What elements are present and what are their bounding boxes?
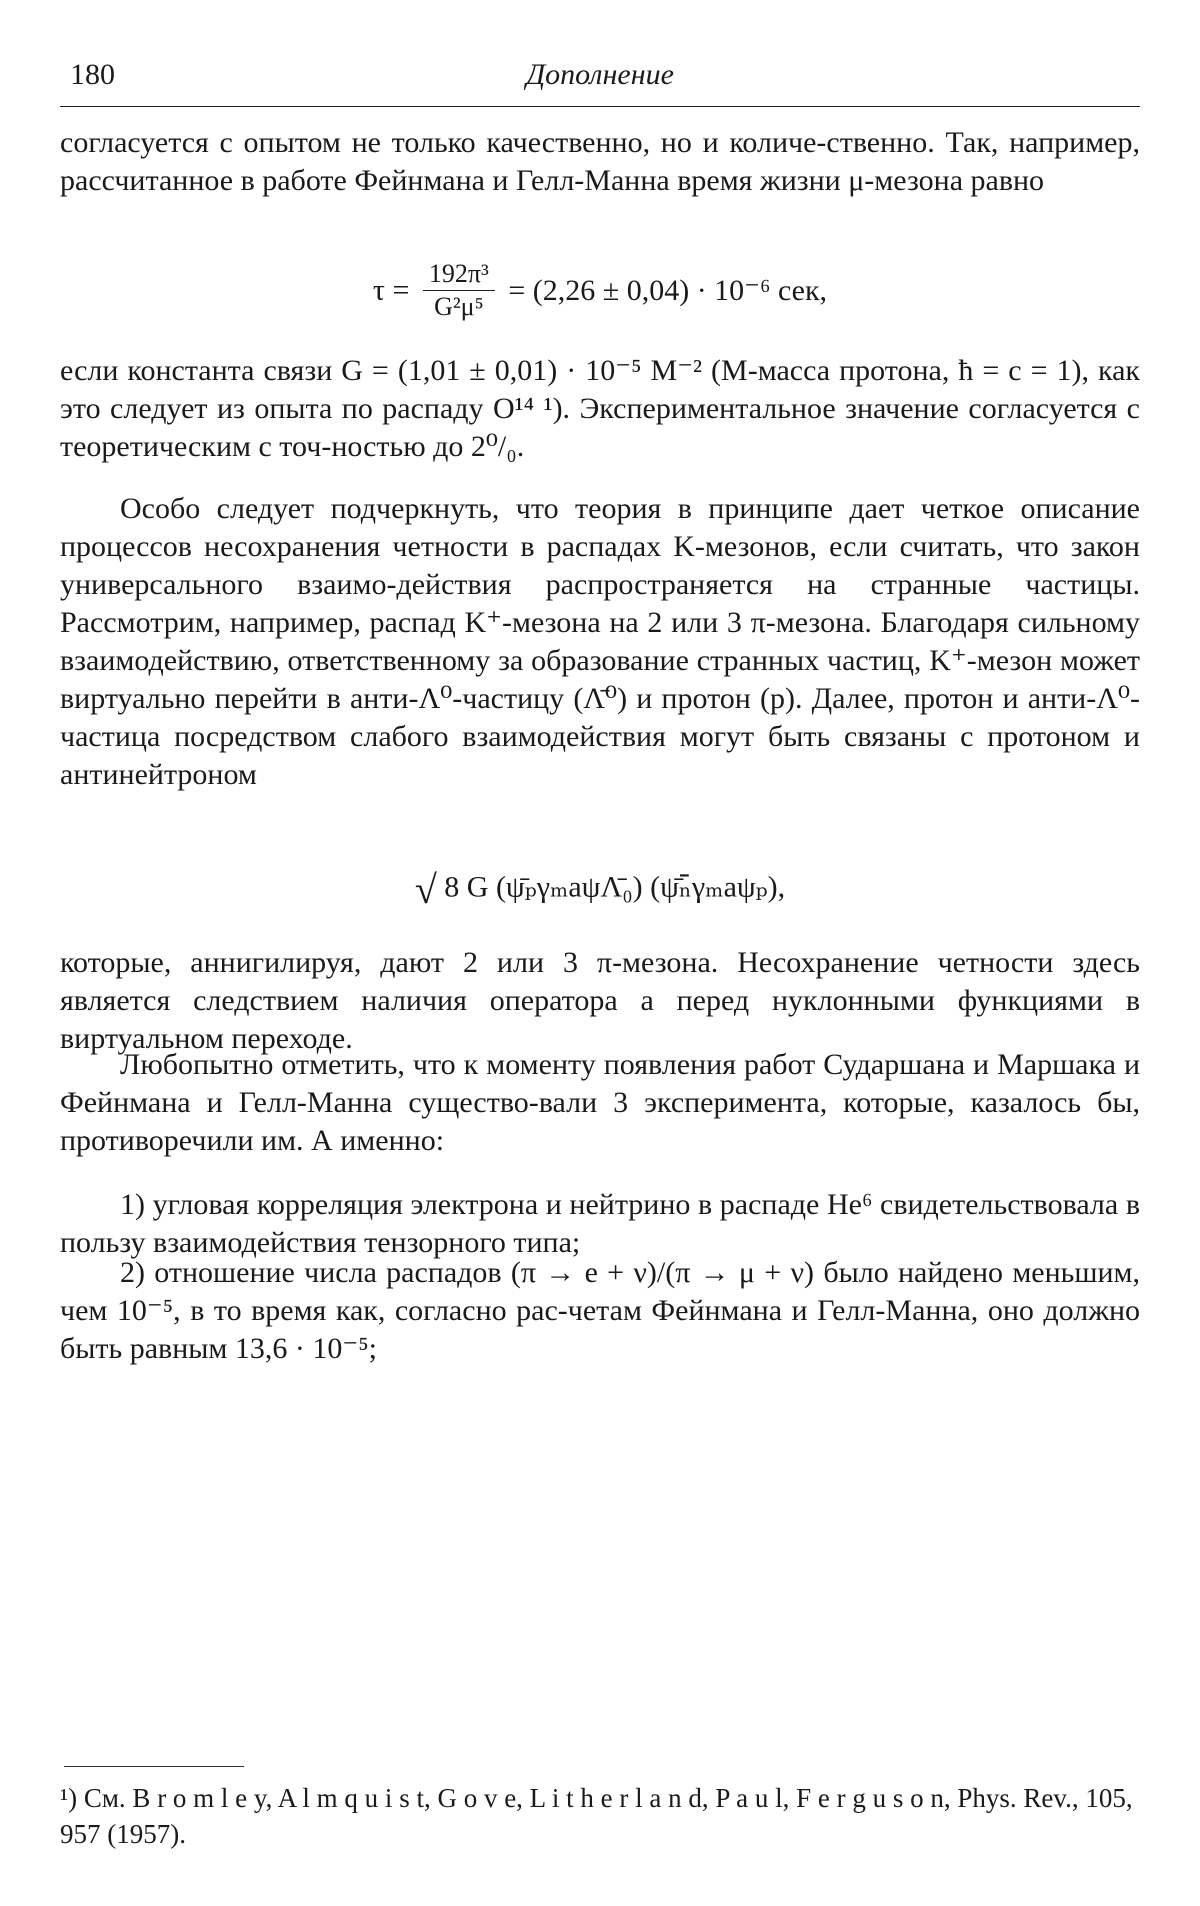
paragraph-4: которые, аннигилируя, дают 2 или 3 π-мезона. Несохранение четности здесь является следствием наличия оператора a перед нуклонными функциями в виртуальном переходе. [60,946,1140,1055]
formula-coupling [60,866,1140,913]
formula-lhs: τ = [372,273,410,307]
header-rule [60,106,1140,107]
formula-lifetime [60,258,1140,323]
formula-coupling-expression: 8 G (ψ̄ₚγₘaψΛ̄₀) (ψ̄ₙ̄γₘaψₚ), [444,870,786,904]
sqrt-symbol: √ [414,867,437,912]
running-title: Дополнение [526,58,674,91]
footnote-rule [64,1766,244,1767]
footnote: ¹) См. B r o m l e y, A l m q u i s t, G o v e, L i t h e r l a n d, P a u l, F e r g u s o n, Phys. Rev., 105, 957 (1957). [60,1783,1133,1849]
paragraph-3: Особо следует подчеркнуть, что теория в принципе дает четкое описание процессов несохранения четности в распадах K-мезонов, если считать, что закон универсального взаимо-действия распространяется на странные частицы. Рассмотрим, например, распад K⁺-мезона на 2 или 3 π-мезона. Благодаря сильному взаимодействию, ответственному за образование странных частиц, K⁺-мезон может виртуально перейти в анти-Λ⁰-частицу (Λ̄⁰) и протон (p). Далее, протон и анти-Λ⁰-частица посредством слабого взаимодействия могут быть связаны с протоном и антинейтроном [60,492,1140,791]
list-item-1: 1) угловая корреляция электрона и нейтрино в распаде He⁶ свидетельствовала в пользу взаимодействия тензорного типа; [60,1188,1140,1259]
formula-numerator: 192π³ [423,258,495,291]
formula-rhs: = (2,26 ± 0,04) · 10⁻⁶ сек, [508,274,828,307]
paragraph-2: если константа связи G = (1,01 ± 0,01) · 10⁻⁵ M⁻² (M-масса протона, ħ = c = 1), как это следует из опыта по распаду O¹⁴ ¹). Экспериментальное значение согласуется с теоретическим с точ-ностью до 2⁰/₀. [60,354,1140,463]
page-number: 180 [70,58,115,91]
paragraph-5: Любопытно отметить, что к моменту появления работ Сударшана и Маршака и Фейнмана и Гелл-Манна существо-вали 3 эксперимента, которые, казалось бы, противоречили им. А именно: [60,1048,1140,1157]
formula-denominator: G²μ⁵ [434,292,484,321]
book-page [60,0,1140,1906]
page-header [60,58,1140,98]
formula-fraction [423,258,495,323]
list-item-2: 2) отношение числа распадов (π → e + ν)/(π → μ + ν) было найдено меньшим, чем 10⁻⁵, в то время как, согласно рас-четам Фейнмана и Гелл-Манна, оно должно быть равным 13,6 · 10⁻⁵; [60,1256,1140,1365]
paragraph-1: согласуется с опытом не только качественно, но и количе-ственно. Так, например, рассчитанное в работе Фейнмана и Гелл-Манна время жизни μ-мезона равно [60,126,1140,197]
